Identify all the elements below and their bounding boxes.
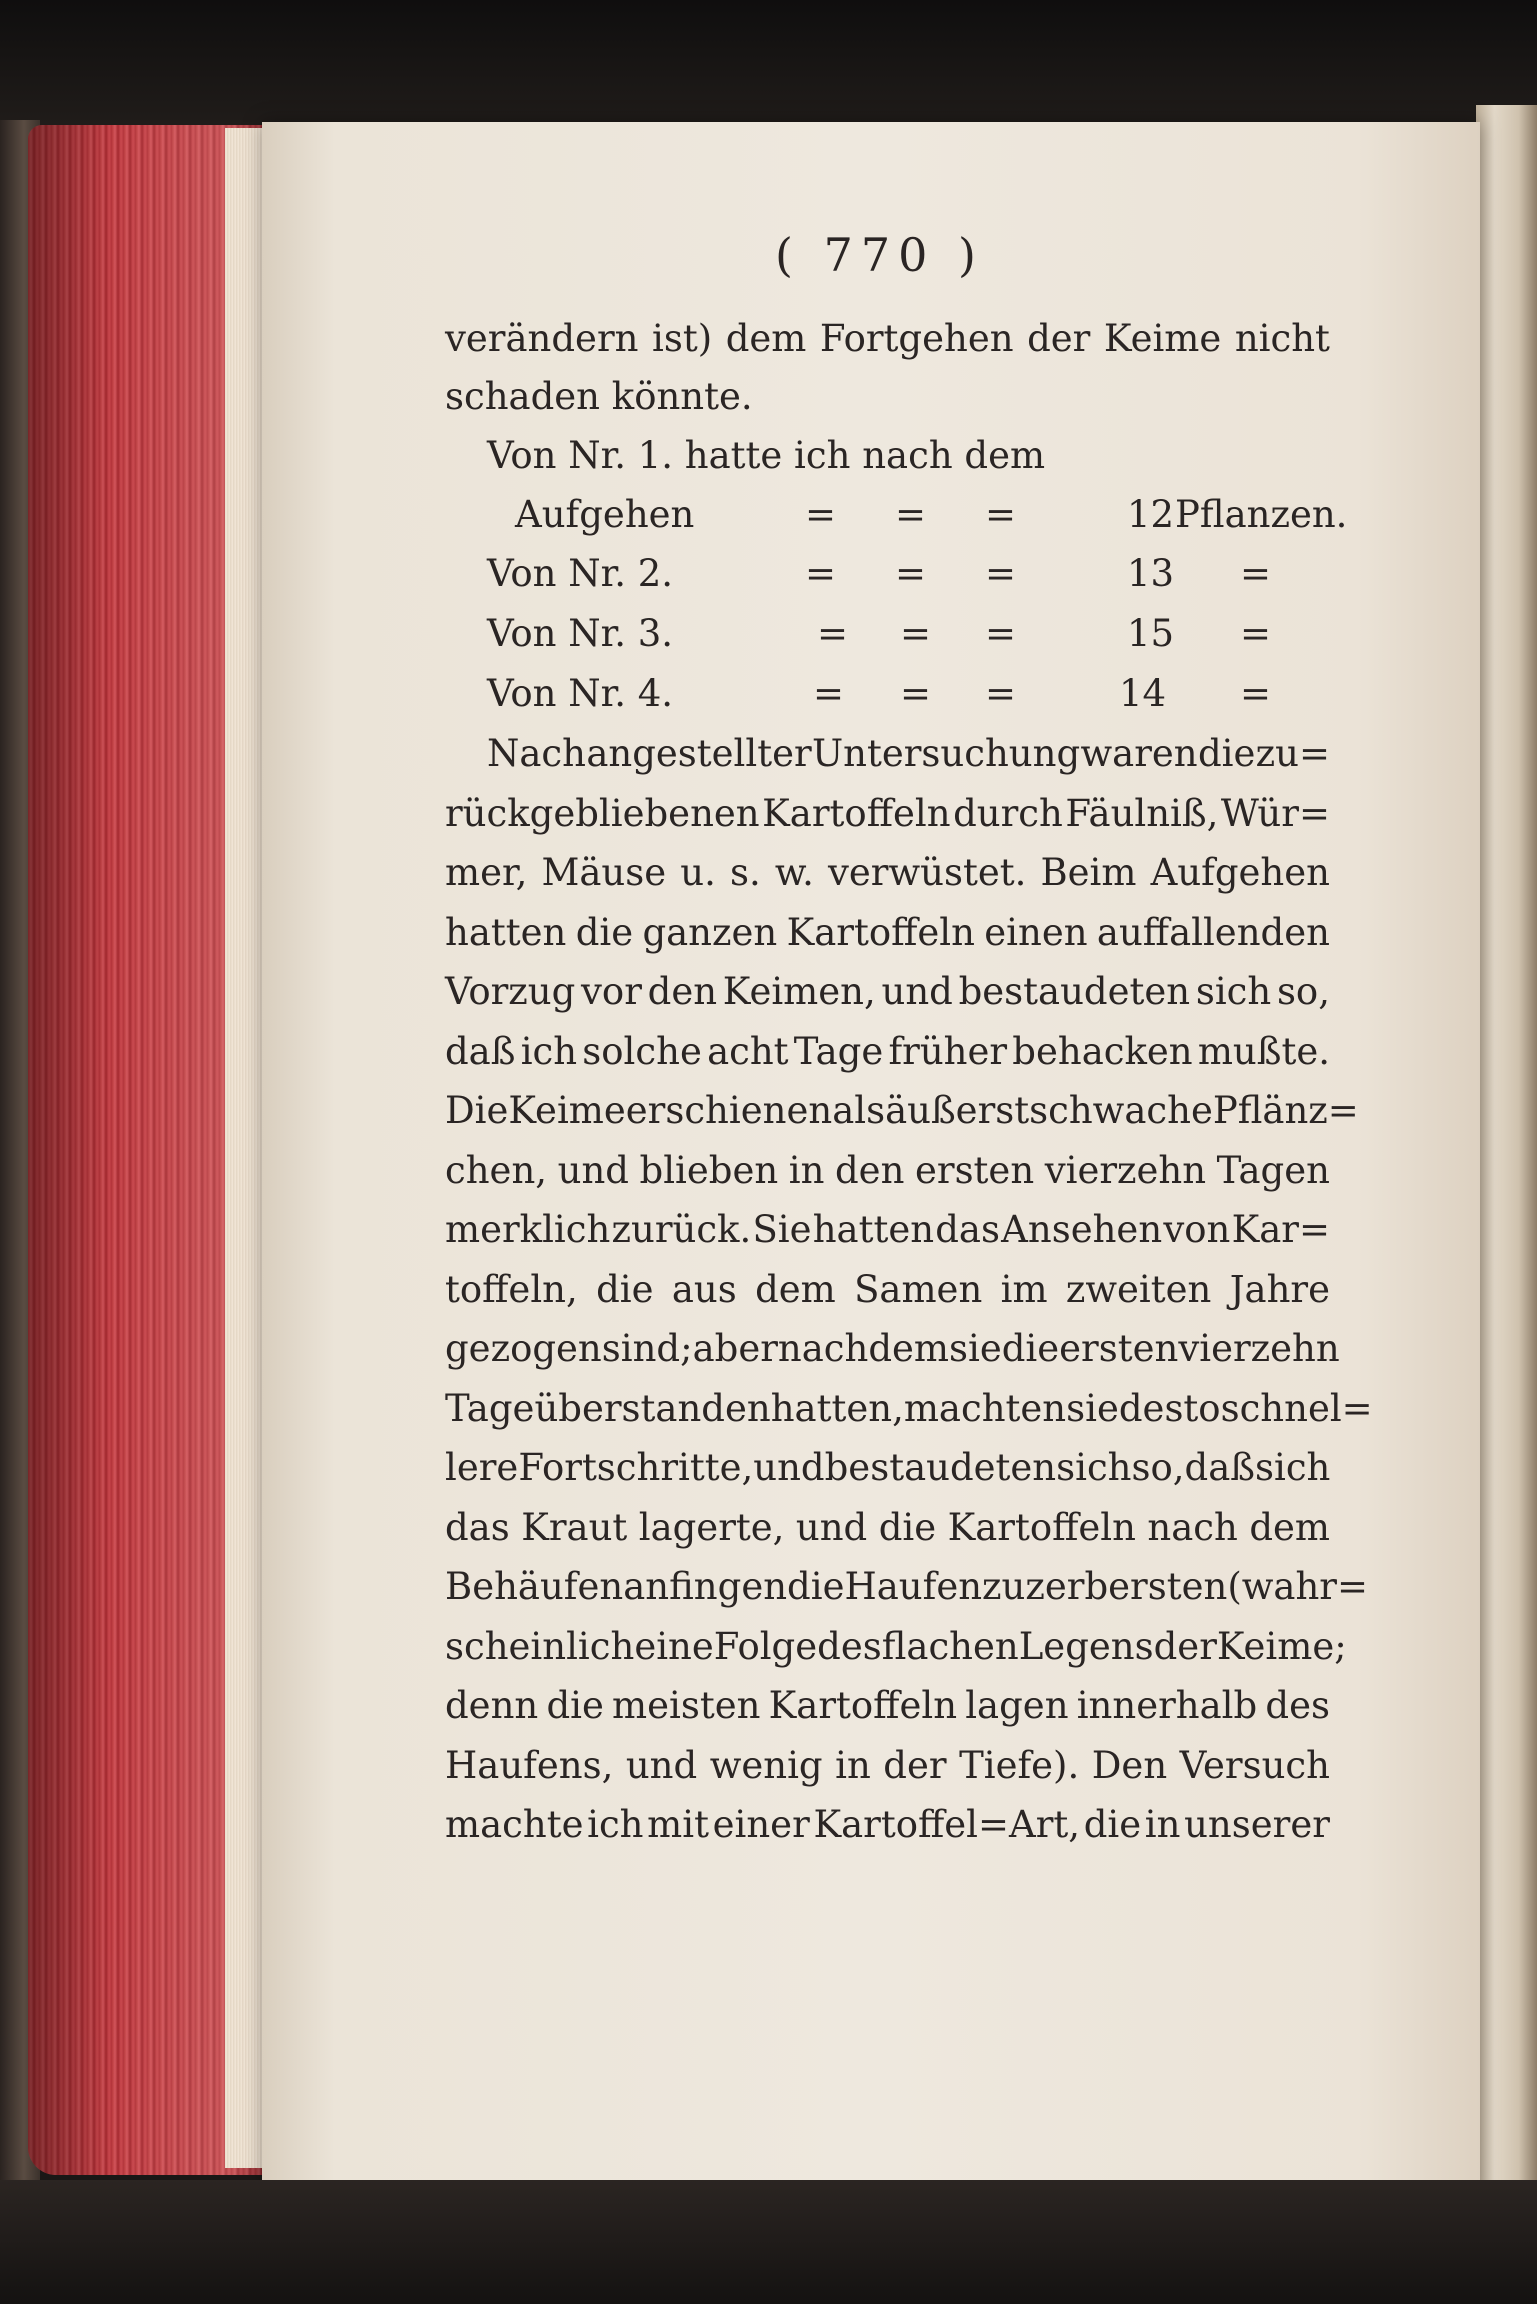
word: Fortgehen [819,317,1014,360]
word: überstanden [534,1386,771,1430]
word: und [557,1148,629,1192]
word: Folge [713,1624,818,1668]
text-line [445,1682,1330,1730]
word: vierzehn [1044,1148,1207,1192]
word: ist) [652,317,713,360]
word: Kartoffeln [947,1505,1136,1549]
word: anfingen [623,1565,788,1608]
word: merklich [445,1208,611,1251]
word: durch [953,791,1063,835]
word: mußte. [1197,1029,1330,1073]
word: flachen [881,1624,1019,1668]
text-line [445,1504,1330,1552]
word: des [1265,1684,1330,1727]
word: scheinlich [445,1624,635,1668]
word: Den [1091,1743,1168,1787]
word: den [835,1148,905,1192]
word: der [1027,317,1091,360]
table-value: 14 [1119,672,1167,715]
word: bestaudeten [958,970,1191,1013]
word: die [575,910,634,954]
word: hatten [812,1208,935,1251]
word: auffallenden [1096,910,1330,954]
word: u. [680,851,716,894]
word: so, [1276,970,1330,1013]
text-line [487,730,1330,778]
word: lagen [965,1684,1069,1727]
word: Kartoffeln [762,791,951,835]
word: dem [1249,1505,1330,1549]
word: hatten [445,910,567,954]
word: zerbersten [1025,1565,1228,1608]
word: wenig [709,1743,823,1787]
text-line: Von Nr. 1. hatte ich nach dem [487,434,1046,477]
word: aber [692,1327,778,1370]
word: die [787,1565,845,1608]
word: w. [774,851,814,894]
word: und [625,1743,698,1787]
word: Fortschritte, [518,1446,754,1489]
word: Tage [445,1386,535,1430]
word: s. [729,851,761,894]
word: Samen [854,1267,983,1311]
word: ersten [914,1148,1035,1192]
table-value: 15 [1127,612,1175,655]
word: Behäufen [445,1565,624,1608]
word: Wür= [1220,791,1330,835]
word: Vorzug [445,970,576,1013]
word: Kraut [521,1505,628,1549]
word: Die [445,1089,509,1132]
word: das [935,1208,1000,1251]
word: vierzehn [1178,1327,1340,1370]
word: die [1197,732,1256,775]
word: vor [581,970,642,1013]
text-line [445,1325,1340,1373]
word: meisten [612,1684,761,1727]
word: sie [949,1327,1002,1370]
text-line [445,968,1330,1016]
table-label: Aufgehen [515,493,695,536]
word: chen, [445,1148,548,1192]
word: so, [1131,1446,1185,1489]
word: machten [903,1386,1067,1430]
word: blieben [639,1148,779,1192]
word: ganzen [642,910,778,954]
word: waren [1080,732,1198,775]
word: Tagen [1216,1148,1330,1192]
word: Jahre [1229,1267,1330,1311]
word: Pflänz= [1212,1089,1359,1132]
word: angestellter [586,732,812,775]
text-line [445,1385,1373,1433]
word: Tiefe). [959,1743,1080,1787]
word: daß [445,1029,516,1073]
word: einer [712,1803,810,1846]
table-unit: Pflanzen. [1175,493,1348,536]
word: Kar= [1231,1208,1330,1251]
word: Keime [508,1089,626,1132]
word: die [878,1505,937,1549]
word: zurück. [611,1208,752,1251]
table-row: Von Nr. 3. = = = 15 = [445,610,1330,658]
table-label: Von Nr. 3. [487,612,674,655]
word: sich [1255,1446,1331,1489]
word: einen [984,910,1088,954]
word: sie [1066,1386,1119,1430]
table-value: 13 [1127,552,1175,595]
word: der [883,1743,947,1787]
word: äußerst [885,1089,1030,1132]
word: Legens [1018,1624,1154,1668]
word: die [1083,1803,1142,1846]
text-line [445,1444,1330,1492]
word: behacken [1012,1029,1193,1073]
text-line [445,1087,1359,1135]
word: nachdem [777,1327,950,1370]
word: gezogen [445,1327,602,1370]
word: das [445,1505,510,1549]
word: Haufens, [445,1743,614,1787]
word: mer, [445,851,528,894]
word: Tage [793,1029,884,1073]
word: Sie [752,1208,812,1251]
text-line [445,1028,1330,1076]
text-line [445,315,1330,363]
page-number: ( 770 ) [775,228,984,282]
table-unit: = [1240,672,1272,715]
word: ich [587,1803,644,1846]
table-row: Von Nr. 4. = = = 14 = [445,670,1330,718]
word: im [1000,1267,1048,1311]
table-label: Von Nr. 2. [487,552,674,595]
word: rückgebliebenen [445,791,760,835]
word: in [788,1148,825,1192]
word: verändern [445,317,639,360]
word: des [817,1624,882,1668]
word: lere [445,1446,519,1489]
word: unserer [1184,1803,1330,1846]
text-line [445,1147,1330,1195]
word: schwache [1029,1089,1213,1132]
text-line: schaden könnte. [445,375,753,418]
word: Keimen, [722,970,876,1013]
word: zu [982,1565,1026,1608]
word: hatten, [770,1386,904,1430]
text-line [445,849,1330,897]
word: toffeln, [445,1267,578,1311]
table-unit: = [1240,552,1272,595]
table-unit: = [1240,612,1272,655]
text-line [445,1801,1330,1849]
word: eine [634,1624,714,1668]
word: von [1163,1208,1231,1251]
word: zweiten [1065,1267,1212,1311]
text-line [445,909,1330,957]
word: den [647,970,718,1013]
word: die [596,1267,654,1311]
word: verwüstet. [827,851,1027,894]
text-line [445,1623,1347,1671]
word: und [881,970,953,1013]
text-line [445,1563,1368,1611]
word: Fäulniß, [1065,791,1219,835]
word: mit [647,1803,709,1846]
word: dem [725,317,807,360]
word: zu= [1255,732,1330,775]
word: aus [671,1267,737,1311]
word: ersten [1059,1327,1179,1370]
table-row: Von Nr. 2. = = = 13 = [445,550,1330,598]
word: Untersuchung [811,732,1081,775]
word: denn [445,1684,539,1727]
word: bestaudeten [824,1446,1057,1489]
word: Kartoffeln [786,910,975,954]
word: die [1001,1327,1060,1370]
text-line [445,790,1330,838]
word: Beim [1040,851,1137,894]
word: ich [520,1029,578,1073]
word: (wahr= [1227,1565,1368,1608]
word: in [1144,1803,1181,1846]
word: sind; [601,1327,693,1370]
facing-page-edge [1476,105,1537,2304]
word: nach [1147,1505,1238,1549]
word: dem [755,1267,836,1311]
word: Nach [487,732,586,775]
word: der [1153,1624,1217,1668]
word: und [795,1505,868,1549]
word: als [832,1089,886,1132]
word: Keime [1103,317,1222,360]
word: Aufgehen [1150,851,1330,894]
text-line [445,1266,1330,1314]
word: sich [1195,970,1272,1013]
word: machte [445,1803,584,1846]
word: schnel= [1220,1386,1373,1430]
text-line [445,1206,1330,1254]
table-row: Aufgehen = = = 12 Pflanzen. [475,491,1360,539]
word: Kartoffel=Art, [813,1803,1081,1846]
word: solche [582,1029,702,1073]
word: nicht [1234,317,1330,360]
word: innerhalb [1076,1684,1258,1727]
word: und [753,1446,825,1489]
word: erschienen [625,1089,833,1132]
word: Versuch [1179,1743,1330,1787]
word: Haufen [844,1565,983,1608]
word: lagerte, [638,1505,785,1549]
word: Kartoffeln [768,1684,958,1727]
table-label: Von Nr. 4. [487,672,674,715]
text-line [445,1742,1330,1790]
word: Mäuse [541,851,667,894]
word: acht [707,1029,789,1073]
word: die [546,1684,604,1727]
word: Keime; [1216,1624,1347,1668]
background-bottom [0,2180,1537,2304]
word: früher [888,1029,1008,1073]
word: daß [1184,1446,1256,1489]
word: desto [1118,1386,1221,1430]
word: in [835,1743,871,1787]
table-value: 12 [1127,493,1175,536]
word: sich [1056,1446,1132,1489]
word: Ansehen [1001,1208,1163,1251]
